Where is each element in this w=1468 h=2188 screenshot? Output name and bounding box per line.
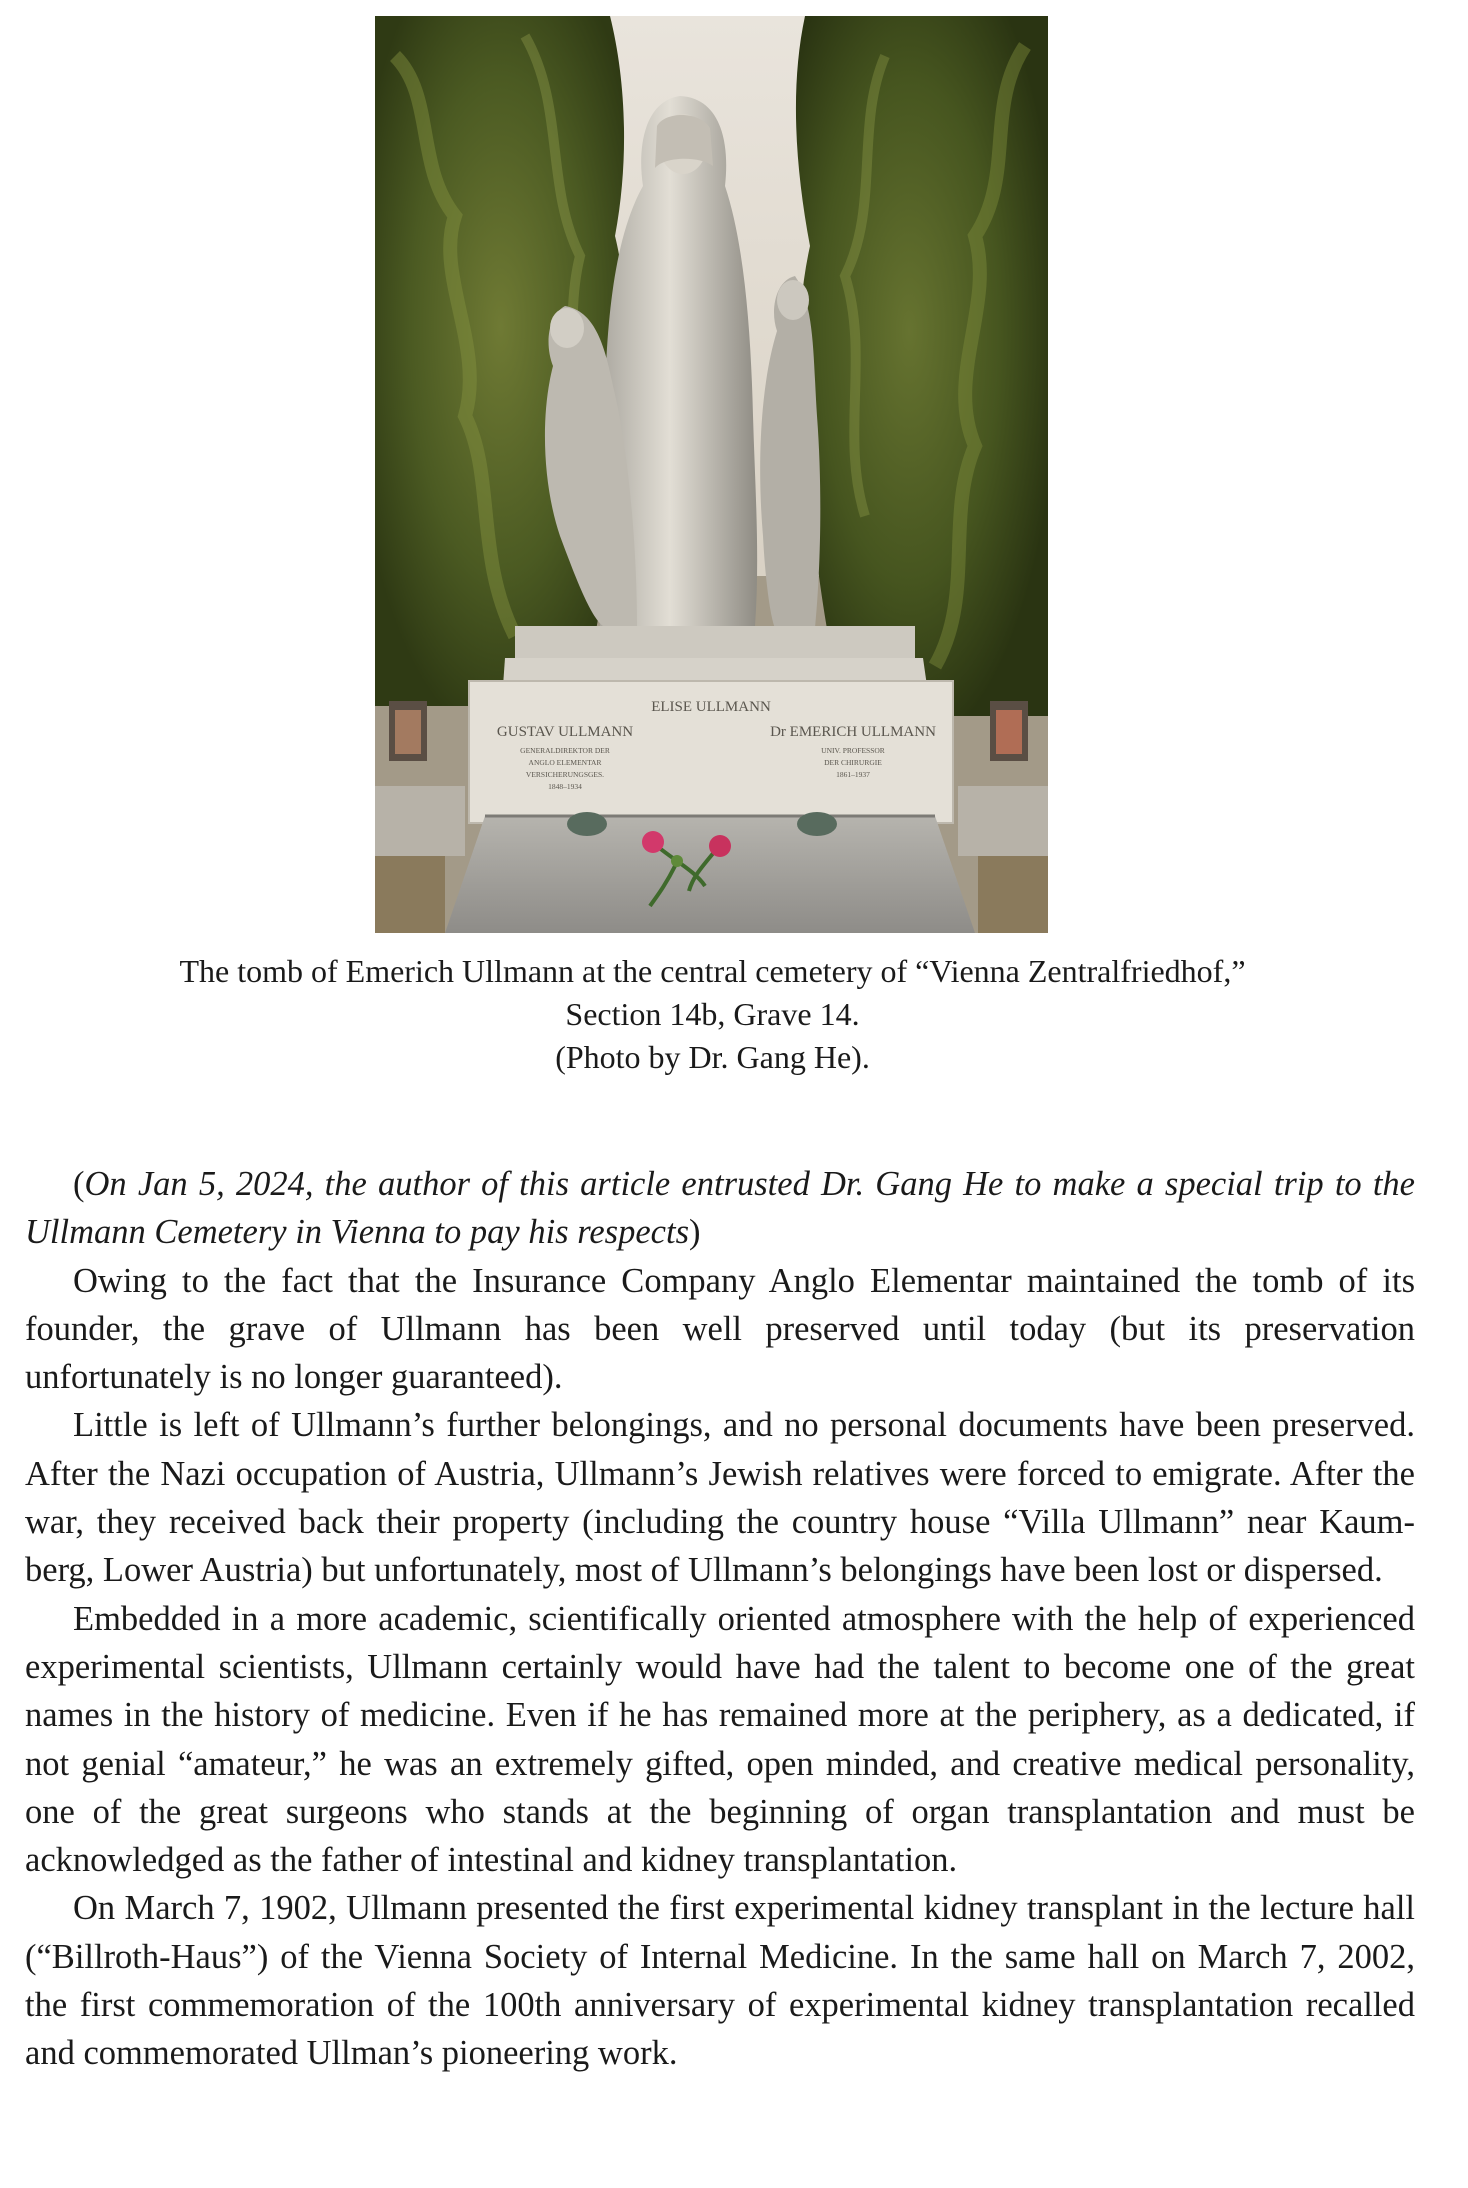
inscription-right-line: 1861–1937 — [836, 770, 870, 779]
inscription-right-name: Dr EMERICH ULLMANN — [770, 724, 936, 740]
inscription-left-name: GUSTAV ULLMANN — [496, 724, 634, 740]
caption-line: (Photo by Dr. Gang He). — [555, 1039, 870, 1075]
paragraph: Embedded in a more academic, scientifically oriented atmosphere with the help of experienced experimental scientists, Ullmann certainly would have had the talent to become one of the great names in the history of medicine. Even if he has remained more at the periphery, as a dedicated, if not genial “amateur,” he was an extremely gifted, open minded, and creative medical personality, one of the great surgeons who stands at the beginning of organ transplantation and must be acknowledged as the father of intestinal and kidney transplantation. — [25, 1599, 1415, 1880]
author-note — [25, 1160, 1415, 1257]
paragraph: Little is left of Ullmann’s further belongings, and no personal documents have been preserved. After the Nazi occupation of Austria, Ullmann’s Jewish relatives were forced to emigrate. After the war, they received back their property (including the country house “Villa Ullmann” near Kaum-berg, Lower Austria) but unfortunately, most of Ullmann’s belongings have been lost or dispersed. — [25, 1406, 1415, 1590]
inscription-left-line: ANGLO ELEMENTAR — [528, 758, 602, 767]
paragraph: On March 7, 1902, Ullmann presented the first experimental kidney transplant in the lecture hall (“Billroth-Haus”) of the Vienna Society of Internal Medicine. In the same hall on March 7, 2002, the first commemoration of the 100th anniversary of experimental kidney transplantation recalled and commemorated Ullman’s pioneering work. — [25, 1889, 1415, 2073]
inscription-left-line: 1848–1934 — [548, 782, 582, 791]
inscription-right-line: DER CHIRURGIE — [824, 758, 882, 767]
inscription-left-line: GENERALDIREKTOR DER — [520, 746, 610, 755]
inscription-top-name: ELISE ULLMANN — [651, 699, 771, 715]
figure-caption — [60, 950, 1365, 1079]
caption-line: Section 14b, Grave 14. — [565, 996, 860, 1032]
tomb-photo — [375, 16, 1048, 933]
note-close-paren: ) — [689, 1213, 701, 1252]
paragraph: Owing to the fact that the Insurance Company Anglo Elementar maintained the tomb of its founder, the grave of Ullmann has been well preserved until today (but its preservation unfortunately is no longer guaranteed). — [25, 1261, 1415, 1397]
note-text: On Jan 5, 2024, the author of this article entrusted Dr. Gang He to make a special trip to the Ullmann Cemetery in Vienna to pay his respects — [25, 1165, 1415, 1252]
inscription-left-line: VERSICHERUNGSGES. — [525, 770, 605, 779]
note-open-paren: ( — [73, 1165, 85, 1203]
article-body — [25, 1160, 1415, 2078]
inscription-right-line: UNIV. PROFESSOR — [821, 746, 885, 755]
caption-line: The tomb of Emerich Ullmann at the central cemetery of “Vienna Zentralfriedhof,” — [179, 953, 1246, 989]
